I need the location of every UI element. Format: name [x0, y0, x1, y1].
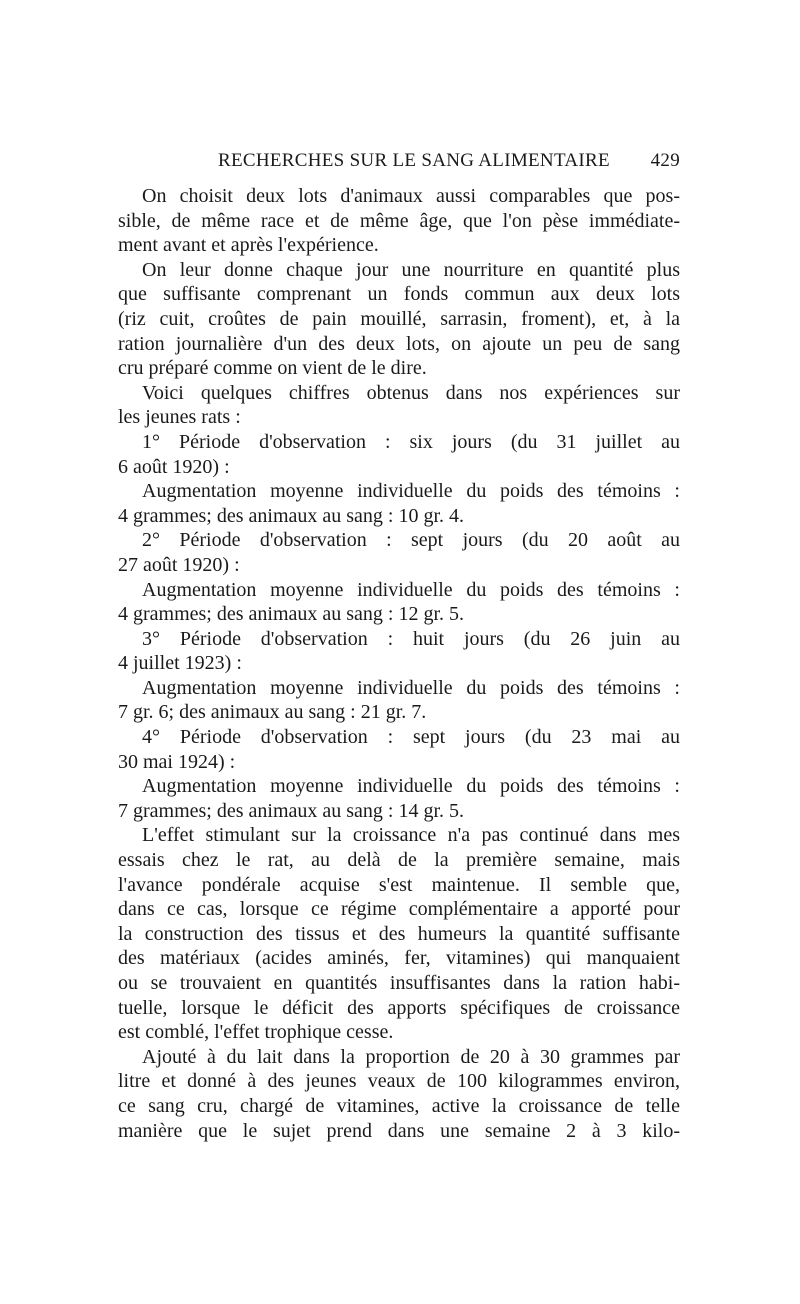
text-line: ce sang cru, chargé de vitamines, active la croissance de telle [118, 1094, 680, 1117]
text-line: est comblé, l'effet trophique cesse. [118, 1021, 394, 1044]
text-line: (riz cuit, croûtes de pain mouillé, sarrasin, froment), et, à la [118, 307, 680, 330]
text-line: 3° Période d'observation : huit jours (du 26 juin au [142, 627, 680, 650]
text-line: cru préparé comme on vient de le dire. [118, 357, 427, 380]
text-line: ration journalière d'un des deux lots, on ajoute un peu de sang [118, 332, 680, 355]
page-number: 429 [650, 150, 680, 171]
text-line: On choisit deux lots d'animaux aussi comparables que pos- [142, 185, 680, 207]
text-line: essais chez le rat, au delà de la première semaine, mais [118, 849, 680, 872]
text-line: Augmentation moyenne individuelle du poids des témoins : [142, 676, 680, 699]
text-line: Augmentation moyenne individuelle du poids des témoins : [142, 578, 680, 601]
text-line: 6 août 1920) : [118, 455, 230, 478]
text-line: Augmentation moyenne individuelle du poids des témoins : [142, 775, 680, 798]
running-title: RECHERCHES SUR LE SANG ALIMENTAIRE [218, 150, 610, 171]
text-line: Ajouté à du lait dans la proportion de 20 à 30 grammes par [142, 1045, 680, 1068]
text-line: sible, de même race et de même âge, que l'on pèse immédiate- [118, 209, 680, 232]
body-text [118, 184, 680, 1143]
text-line: litre et donné à des jeunes veaux de 100 kilogrammes environ, [118, 1070, 680, 1093]
page-header [118, 150, 680, 172]
text-line: 2° Période d'observation : sept jours (du 20 août au [142, 529, 680, 552]
text-line: Augmentation moyenne individuelle du poids des témoins : [142, 480, 680, 503]
text-line: manière que le sujet prend dans une semaine 2 à 3 kilo- [118, 1119, 680, 1142]
text-line: ou se trouvaient en quantités insuffisantes dans la ration habi- [118, 972, 680, 994]
text-line: L'effet stimulant sur la croissance n'a pas continué dans mes [142, 824, 680, 847]
text-line: dans ce cas, lorsque ce régime complémentaire a apporté pour [118, 898, 680, 921]
text-line: 1° Période d'observation : six jours (du 31 juillet au [142, 430, 680, 453]
text-line: les jeunes rats : [118, 406, 241, 429]
text-line: 27 août 1920) : [118, 553, 240, 576]
text-line: 7 gr. 6; des animaux au sang : 21 gr. 7. [118, 701, 427, 724]
text-line: 7 grammes; des animaux au sang : 14 gr. 5. [118, 799, 465, 822]
text-line: des matériaux (acides aminés, fer, vitamines) qui manquaient [118, 947, 680, 970]
text-line: la construction des tissus et des humeurs la quantité suffisante [118, 922, 680, 945]
text-line: On leur donne chaque jour une nourriture en quantité plus [142, 258, 680, 281]
text-line: 4 grammes; des animaux au sang : 12 gr. 5. [118, 603, 465, 626]
text-line: l'avance pondérale acquise s'est maintenue. Il semble que, [118, 873, 680, 896]
text-line: Voici quelques chiffres obtenus dans nos expériences sur [142, 381, 680, 404]
text-line: 30 mai 1924) : [118, 750, 236, 773]
text-line: 4° Période d'observation : sept jours (du 23 mai au [142, 726, 680, 749]
text-line: 4 grammes; des animaux au sang : 10 gr. 4. [118, 504, 465, 527]
text-line: que suffisante comprenant un fonds commun aux deux lots [118, 283, 680, 306]
text-line: ment avant et après l'expérience. [118, 234, 379, 257]
text-line: 4 juillet 1923) : [118, 652, 242, 675]
text-line: tuelle, lorsque le déficit des apports spécifiques de croissance [118, 996, 680, 1019]
